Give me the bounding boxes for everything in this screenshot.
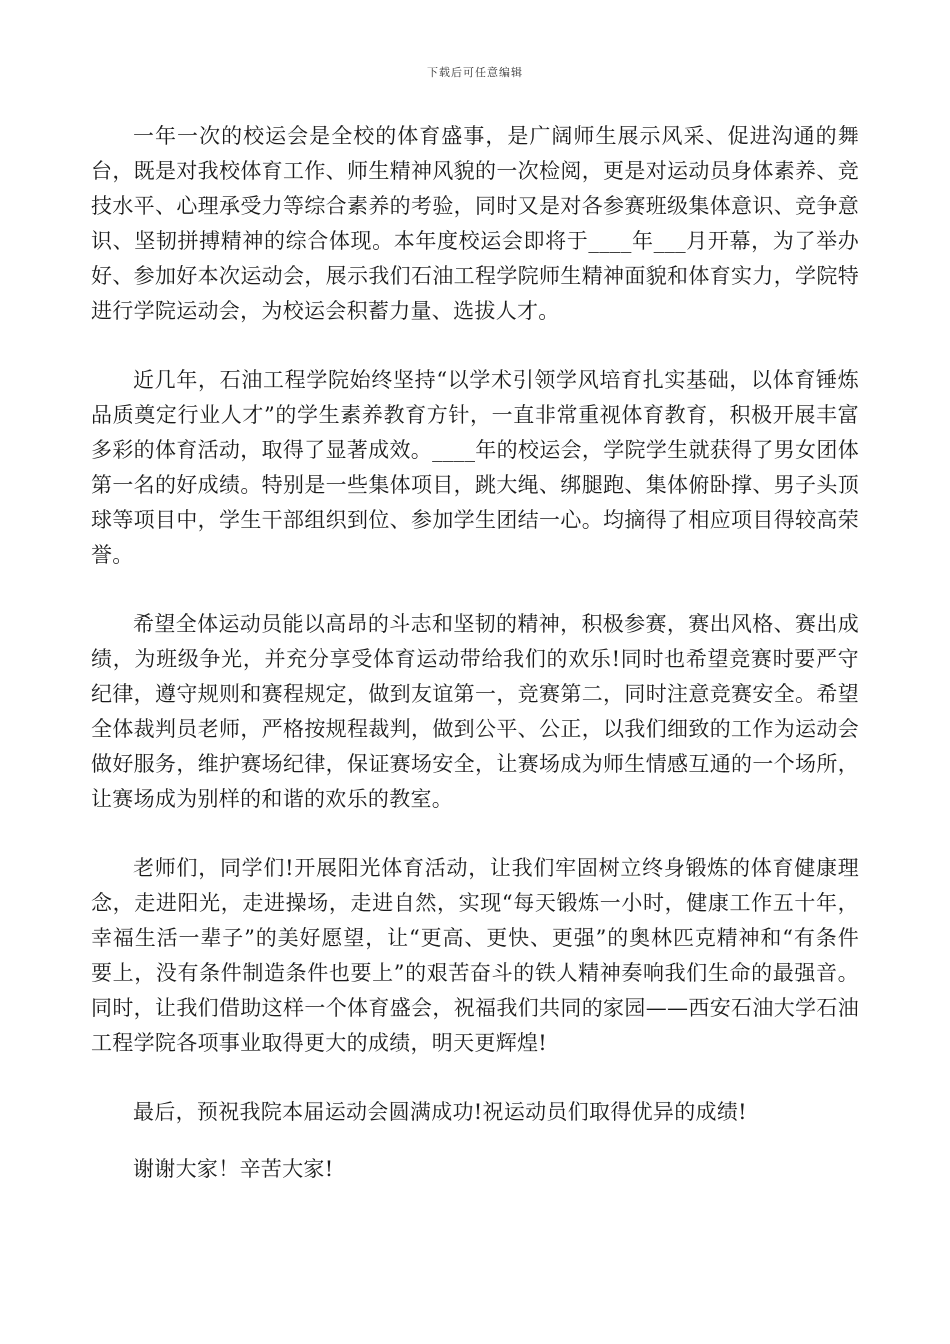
paragraph-wishes: 最后，预祝我院本届运动会圆满成功!祝运动员们取得优异的成绩! <box>133 1100 747 1124</box>
document-body <box>91 119 859 1209</box>
paragraph-history: 近几年，石油工程学院始终坚持“以学术引领学风培育扎实基础，以体育锤炼品质奠定行业人才”的学生素养教育方针，一直非常重视体育教育，积极开展丰富多彩的体育活动，取得了显著成效。____年的校运会，学院学生就获得了男女团体第一名的好成绩。特别是一些集体项目，跳大绳、绑腿跑、集体俯卧撑、男子头顶球等项目中，学生干部组织到位、参加学生团结一心。均摘得了相应项目得较高荣誉。 <box>91 368 859 567</box>
paragraph-call-to-action: 老师们，同学们!开展阳光体育活动，让我们牢固树立终身锻炼的体育健康理念，走进阳光，走进操场，走进自然，实现“每天锻炼一小时，健康工作五十年，幸福生活一辈子”的美好愿望，让“更高、更快、更强”的奥林匹克精神和“有条件要上，没有条件制造条件也要上”的艰苦奋斗的铁人精神奏响我们生命的最强音。同时，让我们借助这样一个体育盛会，祝福我们共同的家园——西安石油大学石油工程学院各项事业取得更大的成绩，明天更辉煌! <box>91 856 859 1055</box>
paragraph-intro: 一年一次的校运会是全校的体育盛事，是广阔师生展示风采、促进沟通的舞台，既是对我校体育工作、师生精神风貌的一次检阅，更是对运动员身体素养、竞技水平、心理承受力等综合素养的考验，同时又是对各参赛班级集体意识、竞争意识、坚韧拼搏精神的综合体现。本年度校运会即将于____年___月开幕，为了举办好、参加好本次运动会，展示我们石油工程学院师生精神面貌和体育实力，学院特进行学院运动会，为校运会积蓄力量、选拔人才。 <box>91 124 859 323</box>
paragraph-thanks: 谢谢大家！辛苦大家! <box>133 1157 334 1181</box>
paragraph-hopes: 希望全体运动员能以高昂的斗志和坚韧的精神，积极参赛，赛出风格、赛出成绩，为班级争光，并充分享受体育运动带给我们的欢乐!同时也希望竞赛时要严守纪律，遵守规则和赛程规定，做到友谊第一，竞赛第二，同时注意竞赛安全。希望全体裁判员老师，严格按规程裁判，做到公平、公正，以我们细致的工作为运动会做好服务，维护赛场纪律，保证赛场安全，让赛场成为师生情感互通的一个场所，让赛场成为别样的和谐的欢乐的教室。 <box>91 612 859 811</box>
download-note: 下载后可任意编辑 <box>427 66 523 79</box>
